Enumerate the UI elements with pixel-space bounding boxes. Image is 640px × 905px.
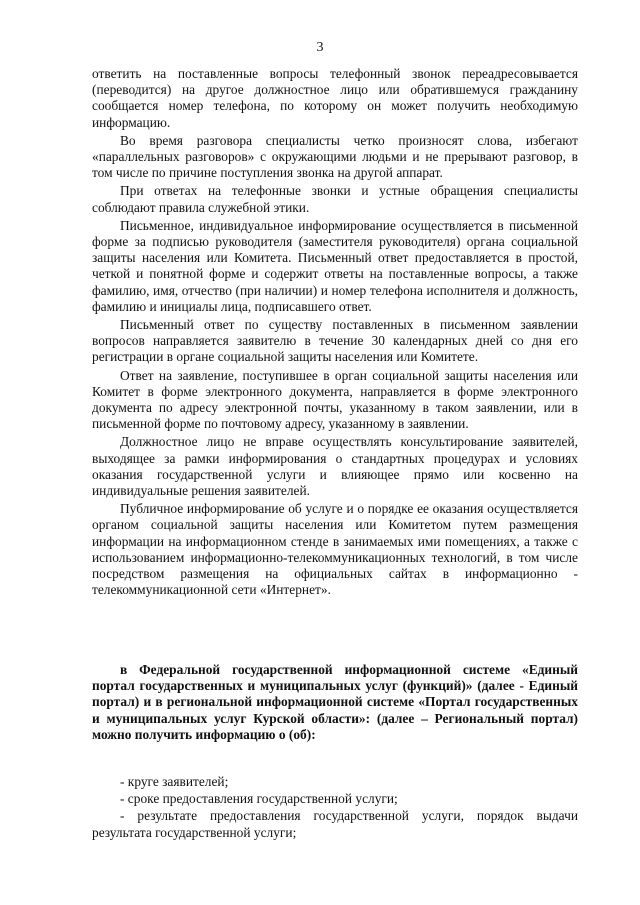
list-item: - круге заявителей; — [120, 774, 229, 789]
list-item: - результате предоставления государственной услуги, порядок выдачи результата государственной услуги; — [92, 808, 578, 840]
paragraph: Во время разговора специалисты четко произносят слова, избегают «параллельных разговоров» с окружающими людьми и не прерывают разговор, в том числе по причине поступления звонка на другой аппарат. — [92, 132, 578, 181]
paragraph: ответить на поставленные вопросы телефонный звонок переадресовывается (переводится) на другое должностное лицо или обратившемуся гражданину сообщается номер телефона, по которому он может получить необходимую информацию. — [92, 66, 578, 130]
list-item: - сроке предоставления государственной услуги; — [120, 791, 398, 807]
paragraph: Ответ на заявление, поступившее в орган социальной защиты населения или Комитет в форме электронного документа, направляется в форме электронного документа по адресу электронной почты, указанному в таком заявлении, или в письменной форме по почтовому адресу, указанному в заявлении. — [92, 367, 578, 432]
bold-heading: в Федеральной государственной информационной системе «Единый портал государственных и муниципальных услуг (функций)» (далее - Единый портал) и в региональной информационной системе «Портал государственных и муниципальных услуг Курской области»: (далее – Региональный портал) можно получить информацию о (об): — [92, 662, 578, 742]
paragraph: При ответах на телефонные звонки и устные обращения специалисты соблюдают правила служебной этики. — [92, 183, 578, 215]
page-number: 3 — [316, 40, 324, 55]
paragraph: Должностное лицо не вправе осуществлять консультирование заявителей, выходящее за рамки информирования о стандартных процедурах и условиях оказания государственной услуги и влияющее прямо или косвенно на индивидуальные решения заявителей. — [92, 434, 578, 499]
info-list — [92, 774, 578, 842]
paragraph: Письменный ответ по существу поставленных в письменном заявлении вопросов направляется заявителю в течение 30 календарных дней со дня его регистрации в органе социальной защиты населения или Комитете. — [92, 317, 578, 365]
paragraph: Публичное информирование об услуге и о порядке ее оказания осуществляется органом социальной защиты населения или Комитетом путем размещения информации на информационном стенде в занимаемых ими помещениях, а также с использованием информационно-телекоммуникационных технологий, в том числе посредством размещения на официальных сайтах в информационно - телекоммуникационной сети «Интернет». — [92, 501, 578, 598]
paragraph: Письменное, индивидуальное информирование осуществляется в письменной форме за подписью руководителя (заместителя руководителя) органа социальной защиты населения или Комитета. Письменный ответ предоставляется в простой, четкой и понятной форме и содержит ответы на поставленные вопросы, а также фамилию, имя, отчество (при наличии) и номер телефона исполнителя и должность, фамилию и инициалы лица, подписавшего ответ. — [92, 217, 578, 314]
body-text — [92, 66, 578, 601]
